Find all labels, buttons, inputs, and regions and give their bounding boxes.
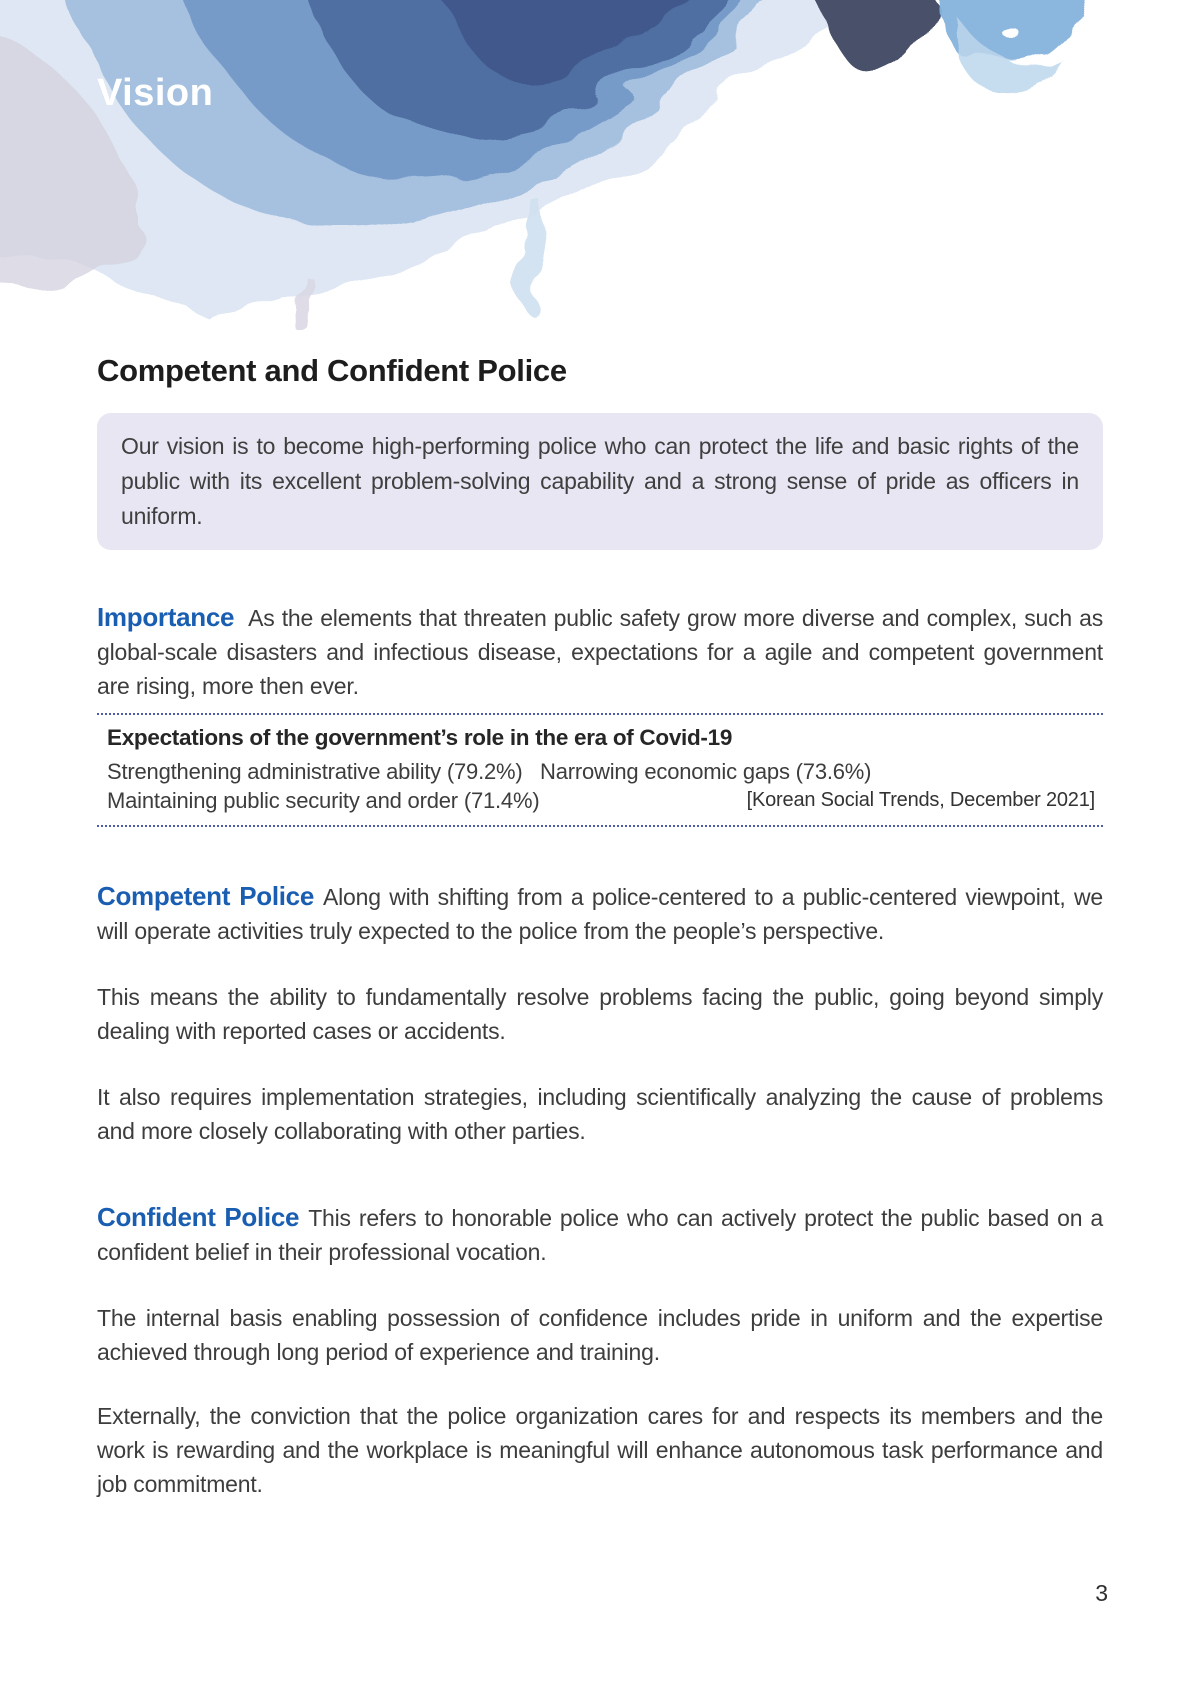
- competent-police-paragraph: [97, 879, 1103, 948]
- importance-paragraph: [97, 600, 1103, 703]
- stats-source-citation: [Korean Social Trends, December 2021]: [746, 789, 1095, 811]
- section-title: Competent and Confident Police: [97, 353, 567, 388]
- vision-statement-text: Our vision is to become high-performing police who can protect the life and basic rights of the public with its excellent problem-solving capability and a strong sense of pride as officers in uniform.: [121, 433, 1079, 529]
- stat-administrative-ability: Strengthening administrative ability (79.2%): [107, 759, 523, 784]
- confident-police-text: This refers to honorable police who can actively protect the public based on a confident belief in their professional vocation.: [97, 1205, 1103, 1265]
- importance-label: Importance: [97, 602, 235, 632]
- competent-police-text: Along with shifting from a police-centered to a public-centered viewpoint, we will operate activities truly expected to the police from the people’s perspective.: [97, 884, 1103, 944]
- confident-police-label: Confident Police: [97, 1202, 300, 1232]
- stat-economic-gaps: Narrowing economic gaps (73.6%): [540, 759, 872, 784]
- confident-paragraph-2: Externally, the conviction that the police organization cares for and respects its members and the work is rewarding and the workplace is meaningful will enhance autonomous task performance and job commitment.: [97, 1403, 1103, 1497]
- vision-statement-box: [97, 413, 1103, 550]
- stat-public-security: Maintaining public security and order (71.4%): [107, 788, 540, 813]
- competent-paragraph-1: This means the ability to fundamentally resolve problems facing the public, going beyond simply dealing with reported cases or accidents.: [97, 984, 1103, 1044]
- content-column: [97, 0, 1103, 1501]
- confident-paragraph-1: The internal basis enabling possession of confidence includes pride in uniform and the expertise achieved through long period of experience and training.: [97, 1305, 1103, 1365]
- importance-text: As the elements that threaten public safety grow more diverse and complex, such as global-scale disasters and infectious disease, expectations for a agile and competent government are rising, more then ever.: [97, 605, 1103, 699]
- expectations-title: Expectations of the government’s role in the era of Covid-19: [107, 725, 733, 750]
- competent-police-label: Competent Police: [97, 881, 314, 911]
- page-header-title: Vision: [97, 72, 214, 114]
- expectations-box: [97, 713, 1103, 827]
- page-number: 3: [1095, 1580, 1108, 1606]
- competent-paragraph-2: It also requires implementation strategies, including scientifically analyzing the cause of problems and more closely collaborating with other parties.: [97, 1084, 1103, 1144]
- expectations-stats: [107, 757, 1095, 815]
- confident-police-paragraph: [97, 1200, 1103, 1269]
